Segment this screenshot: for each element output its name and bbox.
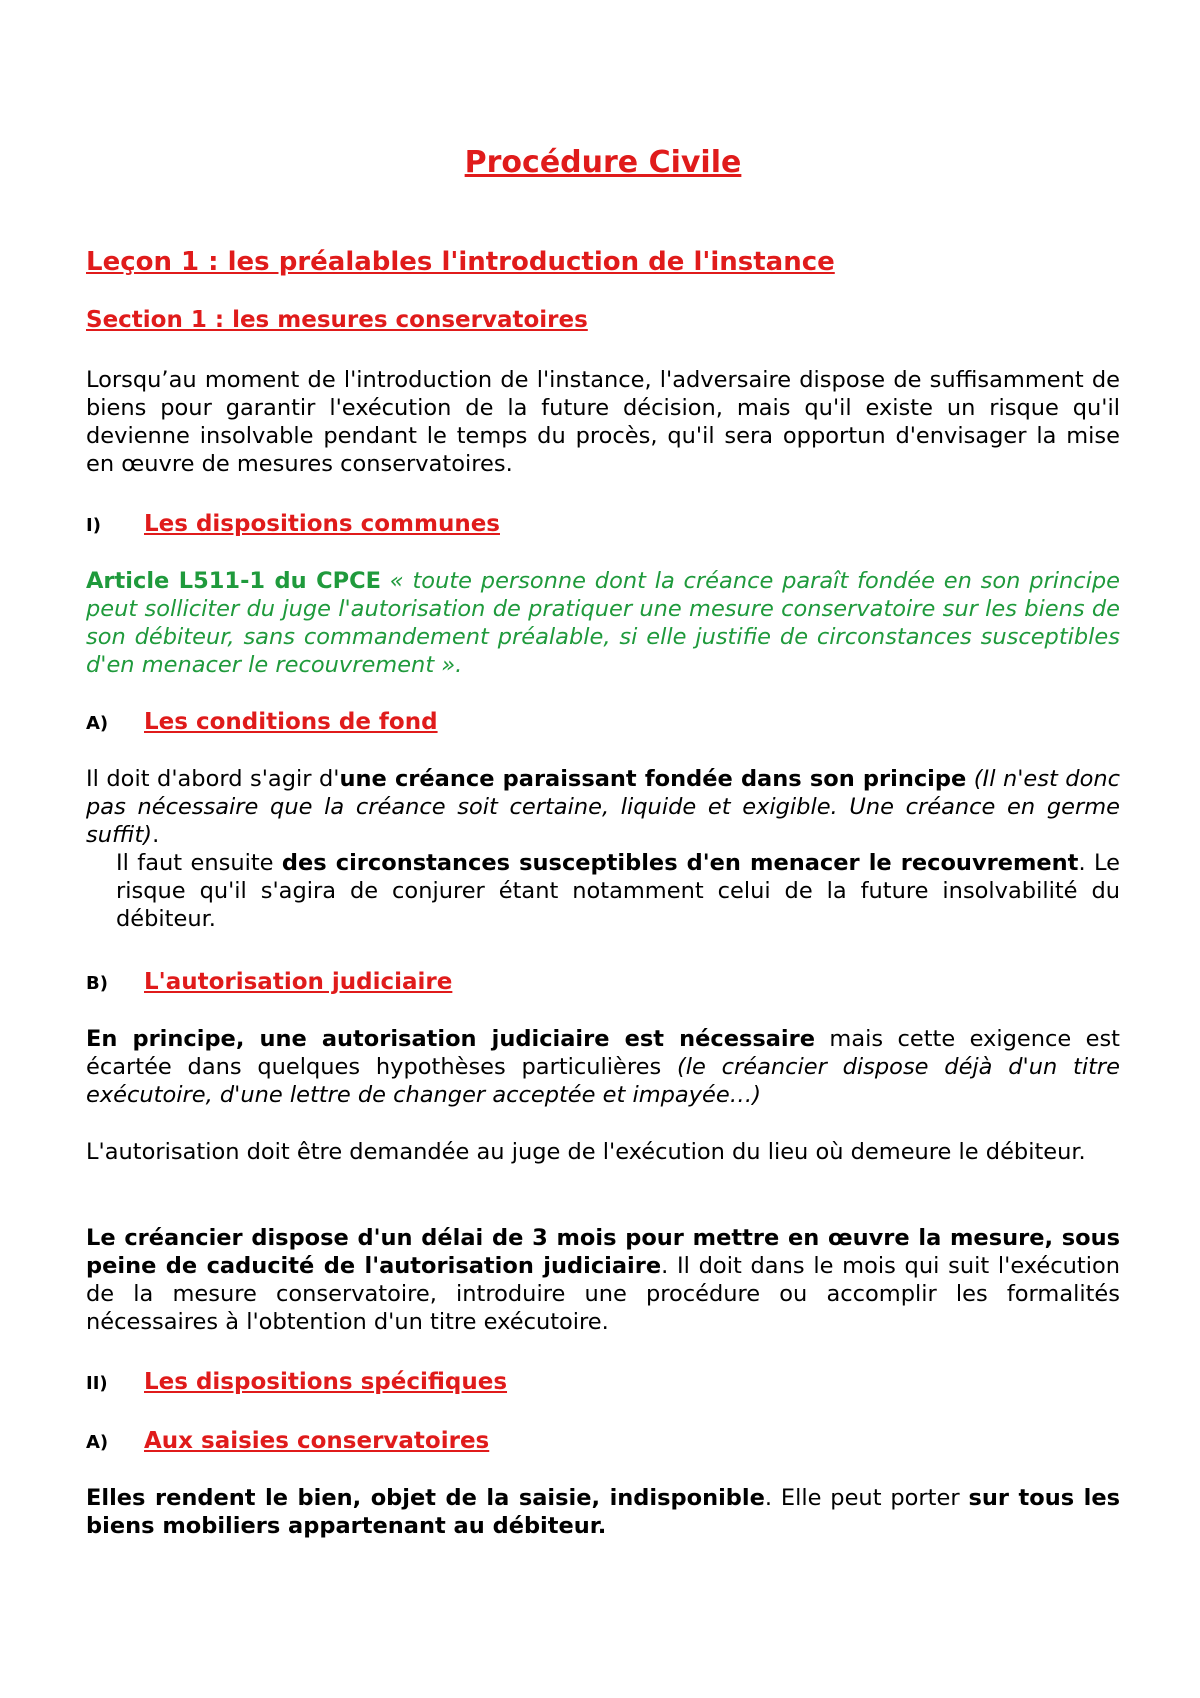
part-a-heading (86, 708, 438, 738)
fond-p1-italic: (Il n'est donc pas nécessaire que la créance soit certaine, liquide et exigible. Une créance en germe suffit) (86, 766, 1120, 848)
article-quote (86, 567, 1120, 679)
part-1-number: I) (86, 515, 101, 536)
fond-p2-start: Il faut ensuite (116, 850, 282, 876)
part-a-title: Les conditions de fond (144, 709, 438, 735)
part-a2-number: A) (86, 1432, 109, 1453)
autorisation-p3-rest: . Il doit dans le mois qui suit l'exécution de la mesure conservatoire, introduire une procédure ou accomplir les formalités nécessaires à l'obtention d'un titre exécutoire. (86, 1253, 1120, 1335)
fond-p2-end: . Le risque qu'il s'agira de conjurer étant notamment celui de la future insolvabilité du débiteur. (116, 850, 1120, 932)
part-b-title: L'autorisation judiciaire (144, 969, 453, 995)
part-2-heading (86, 1368, 507, 1398)
autorisation-p1-rest: mais cette exigence est écartée dans quelques hypothèses particulières (86, 1026, 1120, 1080)
part-a2-heading (86, 1427, 489, 1457)
fond-paragraph-1 (86, 765, 1120, 849)
article-reference: Article L511-1 du CPCE (86, 568, 382, 594)
part-1-title: Les dispositions communes (144, 511, 500, 537)
part-a2-title: Aux saisies conservatoires (144, 1428, 490, 1454)
autorisation-paragraph-1 (86, 1025, 1120, 1109)
fond-p2-bold: des circonstances susceptibles d'en menacer le recouvrement (281, 850, 1079, 876)
fond-p1-end: . (152, 822, 160, 848)
section-heading: Section 1 : les mesures conservatoires (86, 307, 588, 333)
saisies-bold-2: sur tous les biens mobiliers appartenant au débiteur. (86, 1485, 1120, 1539)
part-a-number: A) (86, 713, 109, 734)
autorisation-p1-bold: En principe, une autorisation judiciaire est nécessaire (86, 1026, 815, 1052)
fond-p1-start: Il doit d'abord s'agir d' (86, 766, 340, 792)
article-text: « toute personne dont la créance paraît fondée en son principe peut solliciter du juge l'autorisation de pratiquer une mesure conservatoire sur les biens de son débiteur, sans commandement préalable, si elle justifie de circonstances susceptibles d'en menacer le recouvrement ». (86, 568, 1120, 678)
autorisation-paragraph-3 (86, 1224, 1120, 1336)
saisies-rest: . Elle peut porter (764, 1485, 969, 1511)
autorisation-p3-bold: Le créancier dispose d'un délai de 3 mois pour mettre en œuvre la mesure, sous peine de caducité de l'autorisation judiciaire (86, 1225, 1120, 1279)
autorisation-p1-italic: (le créancier dispose déjà d'un titre exécutoire, d'une lettre de changer acceptée et impayée…) (86, 1054, 1120, 1108)
lesson-heading: Leçon 1 : les préalables l'introduction de l'instance (86, 247, 835, 277)
part-2-title: Les dispositions spécifiques (144, 1369, 508, 1395)
saisies-paragraph (86, 1484, 1120, 1540)
part-b-heading (86, 968, 452, 998)
fond-p1-bold: une créance paraissant fondée dans son principe (339, 766, 967, 792)
intro-paragraph: Lorsqu’au moment de l'introduction de l'instance, l'adversaire dispose de suffisamment de biens pour garantir l'exécution de la future décision, mais qu'il existe un risque qu'il devienne insolvable pendant le temps du procès, qu'il sera opportun d'envisager la mise en œuvre de mesures conservatoires. (86, 367, 1120, 477)
fond-paragraph-2 (86, 849, 1120, 933)
document-title: Procédure Civile (464, 145, 742, 180)
autorisation-paragraph-2: L'autorisation doit être demandée au juge de l'exécution du lieu où demeure le débiteur. (86, 1139, 1086, 1165)
saisies-bold-1: Elles rendent le bien, objet de la saisie, indisponible (86, 1485, 765, 1511)
part-2-number: II) (86, 1373, 108, 1394)
part-1-heading (86, 510, 500, 540)
part-b-number: B) (86, 973, 108, 994)
